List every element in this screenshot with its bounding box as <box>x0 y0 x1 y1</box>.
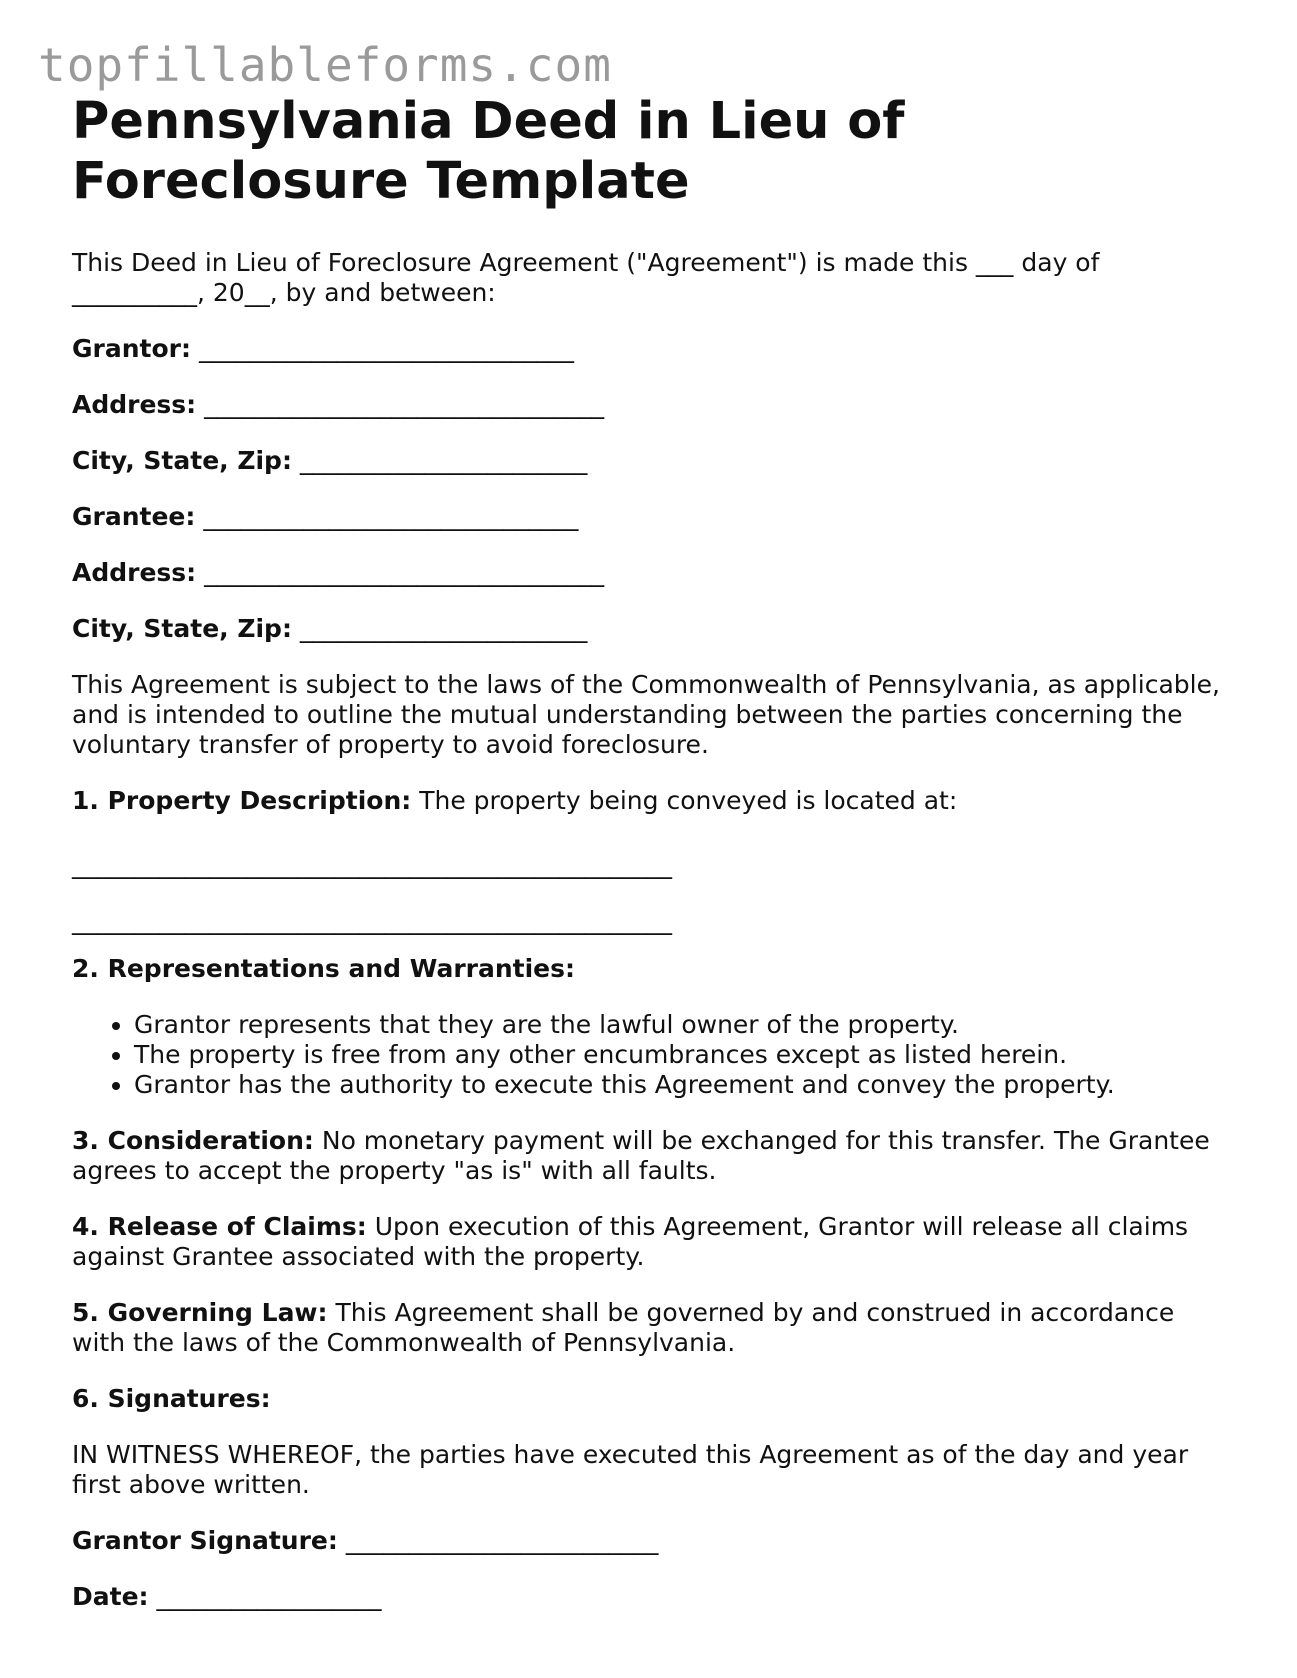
grantor-label: Grantor: <box>72 334 191 363</box>
date-blank[interactable]: __________________ <box>156 1582 382 1611</box>
grantor-address-label: Address: <box>72 390 197 419</box>
section4-text: Upon execution of this Agreement, Grantor will release all claims against Grantee associated with the property. <box>72 1212 1189 1271</box>
section1-heading: 1. Property Description: <box>72 786 412 815</box>
grantor-city-blank[interactable]: _______________________ <box>299 446 588 475</box>
section4-heading: 4. Release of Claims: <box>72 1212 367 1241</box>
document-title: Pennsylvania Deed in Lieu of Foreclosure Template <box>72 92 905 211</box>
section5-text: This Agreement shall be governed by and construed in accordance with the laws of the Commonwealth of Pennsylvania. <box>72 1298 1175 1357</box>
grantee-city-field[interactable] <box>72 614 1222 644</box>
list-item: • The property is free from any other encumbrances except as listed herein. <box>134 1040 1222 1070</box>
list-item: • Grantor has the authority to execute this Agreement and convey the property. <box>134 1070 1222 1100</box>
grantor-field[interactable] <box>72 334 1222 364</box>
grantor-city-field[interactable] <box>72 446 1222 476</box>
date-label: Date: <box>72 1582 149 1611</box>
grantor-signature-label: Grantor Signature: <box>72 1526 338 1555</box>
grantee-address-label: Address: <box>72 558 197 587</box>
section-governing-law <box>72 1298 1222 1358</box>
section6-heading: 6. Signatures: <box>72 1384 271 1413</box>
grantee-address-blank[interactable]: ________________________________ <box>204 558 605 587</box>
grantee-address-field[interactable] <box>72 558 1222 588</box>
section5-heading: 5. Governing Law: <box>72 1298 328 1327</box>
grantor-signature-field[interactable] <box>72 1526 1222 1556</box>
document-body <box>72 92 1222 1638</box>
grantee-city-label: City, State, Zip: <box>72 614 292 643</box>
grantee-label: Grantee: <box>72 502 196 531</box>
property-line-2[interactable]: ________________________________________________ <box>72 906 672 935</box>
list-item: • Grantor represents that they are the lawful owner of the property. <box>134 1010 1222 1040</box>
date-field[interactable] <box>72 1582 1222 1612</box>
section1-text: The property being conveyed is located at: <box>411 786 958 815</box>
scope-paragraph: This Agreement is subject to the laws of the Commonwealth of Pennsylvania, as applicable, and is intended to outline the mutual understanding between the parties concerning the voluntary transfer of property to avoid foreclosure. <box>72 670 1220 759</box>
property-line-1[interactable]: ________________________________________________ <box>72 850 672 879</box>
grantee-city-blank[interactable]: _______________________ <box>299 614 588 643</box>
warranties-list <box>72 1010 1222 1100</box>
grantor-address-blank[interactable]: ________________________________ <box>204 390 605 419</box>
intro-paragraph: This Deed in Lieu of Foreclosure Agreement ("Agreement") is made this ___ day of __________, 20__, by and between: <box>72 248 1100 307</box>
section3-text: No monetary payment will be exchanged for this transfer. The Grantee agrees to accept the property "as is" with all faults. <box>72 1126 1210 1185</box>
grantor-city-label: City, State, Zip: <box>72 446 292 475</box>
section2-heading: 2. Representations and Warranties: <box>72 954 576 983</box>
grantor-blank[interactable]: ______________________________ <box>198 334 574 363</box>
witness-paragraph: IN WITNESS WHEREOF, the parties have executed this Agreement as of the day and year first above written. <box>72 1440 1189 1499</box>
grantor-signature-blank[interactable]: _________________________ <box>345 1526 659 1555</box>
section3-heading: 3. Consideration: <box>72 1126 314 1155</box>
section-release-of-claims <box>72 1212 1222 1272</box>
section-property-description <box>72 786 1222 816</box>
grantee-field[interactable] <box>72 502 1222 532</box>
watermark: topfillableforms.com <box>38 38 612 92</box>
grantee-blank[interactable]: ______________________________ <box>203 502 579 531</box>
section-consideration <box>72 1126 1222 1186</box>
grantor-address-field[interactable] <box>72 390 1222 420</box>
